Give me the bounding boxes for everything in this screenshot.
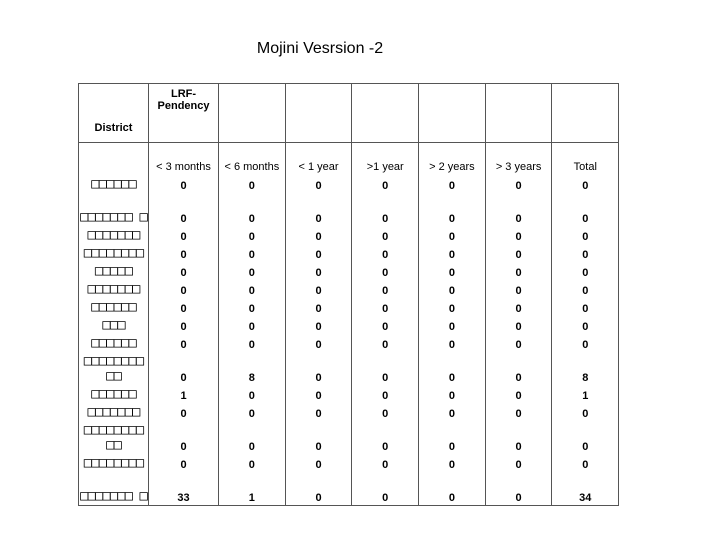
pendency-table xyxy=(78,83,619,506)
slide-title: Mojini Vesrsion -2 xyxy=(256,40,384,57)
lrf-header-line: LRF- xyxy=(170,88,197,100)
value-cell: 0 xyxy=(552,298,619,316)
value-cell: 0 xyxy=(485,316,552,334)
value-cell: 0 xyxy=(219,244,286,262)
table-row xyxy=(79,226,619,244)
value-cell: 0 xyxy=(419,454,486,472)
table-row xyxy=(79,175,619,193)
table-row xyxy=(79,454,619,472)
district-name-cell: □□□□□□ xyxy=(79,334,149,352)
value-cell: 0 xyxy=(485,298,552,316)
value-cell: 1 xyxy=(552,385,619,403)
subheader-cell: < 6 months xyxy=(219,143,286,176)
table-row xyxy=(79,193,619,226)
value-cell: 0 xyxy=(352,316,419,334)
value-cell: 0 xyxy=(352,334,419,352)
value-cell: 0 xyxy=(352,421,419,454)
value-cell: 1 xyxy=(149,385,219,403)
district-name-cell: □□□□□□□ xyxy=(79,226,149,244)
table-row xyxy=(79,472,619,506)
value-cell: 0 xyxy=(552,316,619,334)
value-cell: 0 xyxy=(419,280,486,298)
value-cell: 0 xyxy=(352,193,419,226)
value-cell: 0 xyxy=(419,298,486,316)
value-cell: 0 xyxy=(419,403,486,421)
value-cell: 0 xyxy=(419,472,486,506)
district-name-cell: □□□□□□□□ □□ xyxy=(79,421,149,454)
header-empty-cell xyxy=(219,84,286,143)
value-cell: 0 xyxy=(219,262,286,280)
value-cell: 0 xyxy=(219,334,286,352)
value-cell: 0 xyxy=(419,334,486,352)
value-cell: 33 xyxy=(149,472,219,506)
value-cell: 0 xyxy=(352,403,419,421)
value-cell: 0 xyxy=(219,385,286,403)
value-cell: 0 xyxy=(419,352,486,385)
value-cell: 0 xyxy=(552,193,619,226)
value-cell: 0 xyxy=(219,193,286,226)
value-cell: 0 xyxy=(285,298,352,316)
value-cell: 0 xyxy=(285,244,352,262)
value-cell: 8 xyxy=(552,352,619,385)
value-cell: 0 xyxy=(285,193,352,226)
table-row xyxy=(79,262,619,280)
value-cell: 0 xyxy=(552,454,619,472)
value-cell: 0 xyxy=(485,175,552,193)
value-cell: 0 xyxy=(552,226,619,244)
value-cell: 0 xyxy=(149,262,219,280)
district-name-cell: □□□□□□ xyxy=(79,385,149,403)
value-cell: 8 xyxy=(219,352,286,385)
header-empty-cell xyxy=(352,84,419,143)
value-cell: 0 xyxy=(285,316,352,334)
value-cell: 0 xyxy=(285,385,352,403)
district-name-cell: □□□□□□ xyxy=(79,298,149,316)
value-cell: 0 xyxy=(419,421,486,454)
district-header: District xyxy=(79,84,149,143)
value-cell: 0 xyxy=(485,334,552,352)
value-cell: 0 xyxy=(149,421,219,454)
value-cell: 0 xyxy=(552,403,619,421)
value-cell: 0 xyxy=(219,175,286,193)
value-cell: 0 xyxy=(552,280,619,298)
value-cell: 0 xyxy=(352,472,419,506)
header-row xyxy=(79,84,619,143)
value-cell: 0 xyxy=(352,298,419,316)
value-cell: 1 xyxy=(219,472,286,506)
value-cell: 0 xyxy=(149,298,219,316)
district-name-cell: □□□□□□□□ xyxy=(79,244,149,262)
value-cell: 0 xyxy=(149,226,219,244)
subheader-cell: > 3 years xyxy=(485,143,552,176)
subheader-cell: < 3 months xyxy=(149,143,219,176)
table-row xyxy=(79,334,619,352)
value-cell: 0 xyxy=(219,454,286,472)
district-name-cell: □□□□□□□ xyxy=(79,403,149,421)
header-empty-cell xyxy=(485,84,552,143)
value-cell: 0 xyxy=(285,472,352,506)
value-cell: 34 xyxy=(552,472,619,506)
district-name-cell: □□□□□□□ xyxy=(79,280,149,298)
table-row xyxy=(79,244,619,262)
value-cell: 0 xyxy=(285,280,352,298)
subheader-blank xyxy=(79,143,149,176)
value-cell: 0 xyxy=(219,280,286,298)
value-cell: 0 xyxy=(485,280,552,298)
value-cell: 0 xyxy=(419,385,486,403)
value-cell: 0 xyxy=(219,298,286,316)
value-cell: 0 xyxy=(352,385,419,403)
table-row xyxy=(79,403,619,421)
value-cell: 0 xyxy=(485,421,552,454)
value-cell: 0 xyxy=(285,175,352,193)
value-cell: 0 xyxy=(149,175,219,193)
value-cell: 0 xyxy=(149,280,219,298)
value-cell: 0 xyxy=(485,454,552,472)
value-cell: 0 xyxy=(149,316,219,334)
value-cell: 0 xyxy=(149,403,219,421)
value-cell: 0 xyxy=(485,352,552,385)
value-cell: 0 xyxy=(149,334,219,352)
table-row xyxy=(79,421,619,454)
value-cell: 0 xyxy=(352,244,419,262)
value-cell: 0 xyxy=(352,226,419,244)
value-cell: 0 xyxy=(149,244,219,262)
value-cell: 0 xyxy=(149,454,219,472)
value-cell: 0 xyxy=(149,193,219,226)
subheader-cell: < 1 year xyxy=(285,143,352,176)
value-cell: 0 xyxy=(352,280,419,298)
value-cell: 0 xyxy=(552,334,619,352)
value-cell: 0 xyxy=(419,175,486,193)
value-cell: 0 xyxy=(219,403,286,421)
value-cell: 0 xyxy=(285,334,352,352)
value-cell: 0 xyxy=(419,316,486,334)
district-name-cell: □□□□□□□□ □□ xyxy=(79,352,149,385)
header-empty-cell xyxy=(419,84,486,143)
value-cell: 0 xyxy=(485,226,552,244)
value-cell: 0 xyxy=(552,175,619,193)
lrf-header-line: Pendency xyxy=(157,100,210,112)
value-cell: 0 xyxy=(285,262,352,280)
table-row xyxy=(79,352,619,385)
value-cell: 0 xyxy=(285,421,352,454)
value-cell: 0 xyxy=(485,403,552,421)
value-cell: 0 xyxy=(419,226,486,244)
value-cell: 0 xyxy=(285,352,352,385)
district-name-cell: □□□□□□ xyxy=(79,175,149,193)
value-cell: 0 xyxy=(219,421,286,454)
table-row xyxy=(79,280,619,298)
subheader-cell: >1 year xyxy=(352,143,419,176)
value-cell: 0 xyxy=(285,454,352,472)
value-cell: 0 xyxy=(352,175,419,193)
value-cell: 0 xyxy=(419,244,486,262)
value-cell: 0 xyxy=(352,352,419,385)
value-cell: 0 xyxy=(419,262,486,280)
district-name-cell: □□□□□□□ □ xyxy=(79,193,149,226)
value-cell: 0 xyxy=(219,316,286,334)
lrf-pendency-header xyxy=(149,84,219,143)
value-cell: 0 xyxy=(285,403,352,421)
value-cell: 0 xyxy=(552,244,619,262)
header-empty-cell xyxy=(552,84,619,143)
value-cell: 0 xyxy=(485,262,552,280)
value-cell: 0 xyxy=(419,193,486,226)
header-empty-cell xyxy=(285,84,352,143)
district-name-cell: □□□□□ xyxy=(79,262,149,280)
value-cell: 0 xyxy=(352,454,419,472)
value-cell: 0 xyxy=(285,226,352,244)
subheader-row xyxy=(79,143,619,176)
table-row xyxy=(79,298,619,316)
value-cell: 0 xyxy=(485,472,552,506)
value-cell: 0 xyxy=(352,262,419,280)
value-cell: 0 xyxy=(485,244,552,262)
district-name-cell: □□□□□□□□ xyxy=(79,454,149,472)
district-name-cell: □□□□□□□ □ xyxy=(79,472,149,506)
table-row xyxy=(79,385,619,403)
value-cell: 0 xyxy=(485,193,552,226)
district-name-cell: □□□ xyxy=(79,316,149,334)
value-cell: 0 xyxy=(219,226,286,244)
value-cell: 0 xyxy=(485,385,552,403)
value-cell: 0 xyxy=(149,352,219,385)
subheader-cell: Total xyxy=(552,143,619,176)
value-cell: 0 xyxy=(552,262,619,280)
subheader-cell: > 2 years xyxy=(419,143,486,176)
table-row xyxy=(79,316,619,334)
value-cell: 0 xyxy=(552,421,619,454)
